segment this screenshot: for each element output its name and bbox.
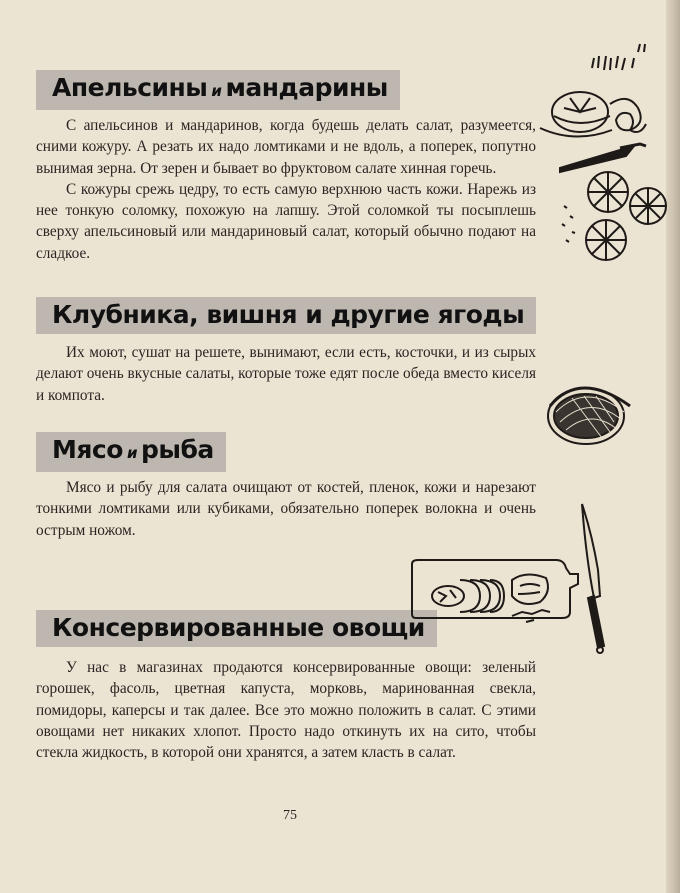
paragraph: Мясо и рыбу для салата очищают от костей, пленок, кожи и нарезают тонкими ломтиками или кубиками, обязательно поперек волокна и очень острым ножом. xyxy=(36,479,536,539)
heading-oranges-tail: мандарины xyxy=(225,73,388,102)
heading-canned-main: Консервированные овощи xyxy=(52,613,425,642)
heading-canned xyxy=(36,610,437,647)
paragraph: С апельсинов и мандаринов, когда будешь делать салат, разумеется, сними кожуру. А резать их надо ломтиками и не вдоль, а поперек, попутно вынимая зерна. От зерен и бывает во фруктовом салате хинная горечь. xyxy=(36,117,536,177)
paragraph: С кожуры срежь цедру, то есть самую верхнюю часть кожи. Нарежь из нее тонкую соломку, похожую на лапшу. Этой соломкой ты посыплешь сверху апельсиновый или мандариновый салат, который обычно подают на сладкое. xyxy=(36,180,536,262)
text-oranges xyxy=(36,115,536,264)
heading-meat-tail: рыба xyxy=(140,435,214,464)
page-number: 75 xyxy=(283,808,297,823)
heading-oranges-main: Апельсины xyxy=(52,73,208,102)
heading-oranges-conj: и xyxy=(211,82,222,100)
heading-meat-main: Мясо xyxy=(52,435,123,464)
paragraph: У нас в магазинах продаются консервированные овощи: зеленый горошек, фасоль, цветная капуста, морковь, маринованная свекла, помидоры, каперсы и так далее. Все это можно положить в салат. С этими овощами нет никаких хлопот. Просто надо откинуть их на сито, чтобы стекла жидкость, в которой они хранятся, а затем класть в салат. xyxy=(36,659,536,762)
heading-oranges xyxy=(36,70,400,110)
cutting-board-icon xyxy=(414,500,634,660)
paragraph: Их моют, сушат на решете, вынимают, если есть, косточки, и из сырых делают очень вкусные салаты, которые тоже едят после обеда вместо киселя и компота. xyxy=(36,344,536,404)
orange-illustration-icon xyxy=(540,40,670,270)
heading-meat-fish xyxy=(36,432,226,472)
heading-berries-main: Клубника, вишня и другие ягоды xyxy=(52,300,525,329)
heading-berries xyxy=(36,297,536,334)
heading-meat-conj: и xyxy=(126,444,137,462)
sieve-icon xyxy=(544,372,636,450)
text-canned xyxy=(36,657,536,763)
text-berries xyxy=(36,342,536,406)
